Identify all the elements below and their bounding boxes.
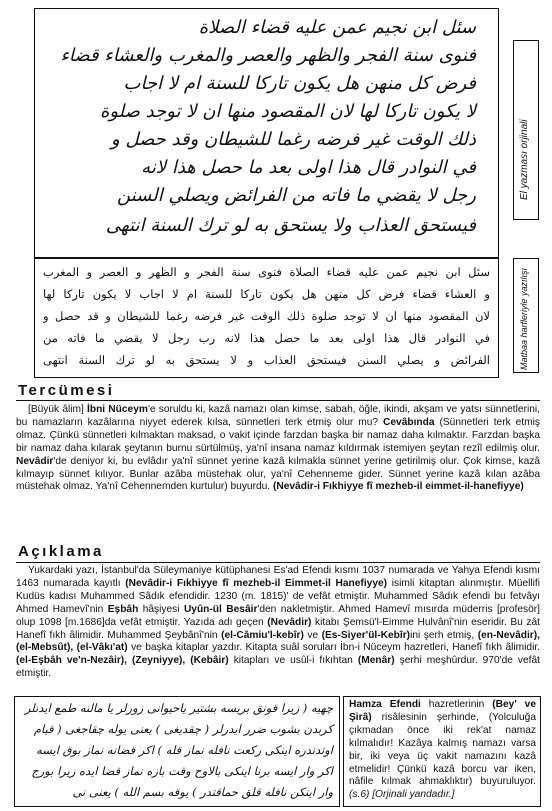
aciklama-bold: (Es-Siyer'ül-Kebîr) [321,629,411,641]
tercume-text: 'de deniyor ki, bu evlâdır ya'nî sünnet yerine kazâ kılmakla sünnet yerine getirilmiş olur. Çok kimse, kazâ kılmayıp sünnet kılıyor. Bunlar azâba müstehak olur, ya'nî Cehenneme gider. Sünnet yerine kazâ kılan azâba müstehak olmaz. Ya'nî Cehennemden kurtulur) buyurdu. [16,455,540,493]
printed-line: الفرائض و يصلي السنن فيستحق العذاب و لا يستحق به لو ترك السنة انتهى [43,353,490,367]
tercume-bold: İbni Nüceym [87,404,148,415]
aciklama-bold: (el-Câmiu'l-kebîr) [221,629,304,641]
aciklama-text: ve başka kitaplar yazdır. Kitapta suâl soruları İbn-i Nüceym hazretleri, Hanefî fıkh âlimidir. [127,642,541,654]
aciklama-bold: (el-Eşbâh ve'n-Nezâir), (Zeyniyye), (Kebâir) [16,655,229,667]
aciklama-text: ve [303,629,322,641]
printed-line: في النوادر قال هذا اولى بعد ما حصل هذا لانه رب رجل لا يقضي ما فاته من [43,331,490,345]
bottom-manuscript-line: کربدن بشوب ضرر ایدرلر ( چقدیغی ) یعنی یوله چقاجغی ( قیام [33,722,333,736]
side-bold: Hamza Efendi [349,699,421,710]
aciklama-rule [16,562,540,563]
tercume-rule [16,400,540,401]
aciklama-text: şerhi meşhûrdur. 970'de vefât etmiştir. [16,655,540,680]
aciklama-text: kitapları ve usûl-i fıkıhtan [228,655,358,667]
aciklama-bold: (Nevâdir-i Fıkhiyye fî mezheb-il Eimmet-il Hanefiyye) [125,577,388,589]
bottom-manuscript-line: وار اینکن نافله قلق حماقتدر ) یوقه بسم الله ) یعنی نی [72,785,333,799]
manuscript-box [34,8,499,258]
manuscript-line: فنوى سنة الفجر والظهر والعصر والمغرب والعشاء قضاء [60,45,476,66]
tercume-text: [Büyük âlim] [28,404,88,415]
aciklama-heading: Açıklama [18,543,104,560]
printed-label: Matbaa harfleriyle yazılışı [519,267,529,370]
printed-line: لان المقصود منها ان لا توجد صلوة ذلك الوقت غير فرضه رغما للشيطان و قد حصل و [43,309,490,323]
tercume-bold: (Nevâdir-i Fıkhiyye fî mezheb-il eimmet-il-hanefiyye) [272,481,524,493]
aciklama-paragraph [16,565,540,681]
printed-line: سئل ابن نجيم عمن عليه قضاء الصلاة فنوى سنة الفجر و الظهر و العصر و المغرب [43,265,490,279]
aciklama-bold: (Nevâdir) [267,616,312,628]
aciklama-text: Yukardaki yazı, İstanbul'da Süleymaniye kütüphanesi Es'ad Efendi kısmı 1037 numarada ve Yahya Efendi kısmı 1463 numarada kayıtlı [16,565,540,589]
manuscript-label: El yazması orjinali [519,119,530,200]
bottom-manuscript-line: اکر وار ایسه برنا اینکی بالاوح وقت بازه نماز قضا ایده زیرا بورج [31,764,333,778]
tercume-bold: Nevâdir [16,455,54,467]
aciklama-text: kitabı Şemsü'l-Eimme Hulvânî'nin eseridir. Bu zât Hanefî fıkh âlimidir. Muhammed Şeybânî'nin [16,616,540,641]
printed-box [34,258,499,378]
tercume-bold: Cevâbında [383,416,435,428]
aciklama-bold: (en-Nevâdir), (el-Mebsût), (el-Vâkı'at) [16,629,540,654]
side-bold: (Bey' ve Şirâ) [349,699,536,723]
tercume-heading: Tercümesi [18,382,115,399]
aciklama-bold: Eşbâh [107,603,139,615]
manuscript-line: لا يكون تاركا لها لان المقصود منها ان لا توجد صلوة [99,101,476,122]
manuscript-line: فرض كل منهن هل يكون تاركا للسنة ام لا اجاب [123,73,476,94]
tercume-paragraph [16,404,540,494]
side-text: risâlesinin şerhinde, (Yolculuğa çıkmadan önce iki rek'at namaz kılmalıdır! Kazâya kalmış namazı varsa bir, iki veya üç vakit namazını kazâ etmelidir! Çünkü kazâ borcu var iken, nâfile kılmak ahmaklıktır) buyuruluyor. [349,711,536,788]
aciklama-text: hâşiyesi [138,603,184,615]
aciklama-text: isimli kitaptan alınmıştır. Müellifi Kudüs kadısı Muhammed Sâdık efendidir. 1230 (m. 1815)' de vefât etmiştir. Muhammed Sâdık efendi bu fetvâyı Ahmed Hamevî'nin [16,577,540,615]
printed-line: و العشاء قضاء فرض كل منهن هل يكون تاركا للسنة ام لا اجاب لا يكون تاركا لها [43,287,490,301]
manuscript-line: ذلك الوقت غير فرضه رغما للشيطان وقد حصل و [111,129,476,150]
manuscript-line: سئل ابن نجيم عمن عليه قضاء الصلاة [198,17,476,38]
aciklama-text: 'den nakletmiştir. Ahmed Hamevî mısırda müderris [profesör] olup 1098 [m.1686]da vefât etmiştir. Yazıda adı geçen [16,603,540,628]
side-note-box [343,696,541,807]
aciklama-text: ini şerh etmiş, [410,629,478,641]
tercume-text: 'e soruldu ki, kazâ namazı olan kimse, sabah, öğle, ikindi, akşam ve yatsı sünnetlerini, bu namazların kazâlarına niyyet ederek kılsa, sünnetleri terk etmiş olur mu? [16,404,540,428]
bottom-manuscript-line: چهیه ( زیرا قونق بریسه بشتیر یاحیوانی زورلر یا مالنه طمع ایدنلر [24,701,333,715]
manuscript-line: فيستحق العذاب ولا يستحق به لو ترك السنة انتهى [105,215,476,236]
manuscript-line: في النوادر قال هذا اولى بعد ما حصل هذا لانه [141,157,476,178]
side-note-text [349,699,536,802]
manuscript-line: رجل لا يقضي ما فاته من الفرائض ويصلي السنن [117,185,476,206]
tercume-text: (Sünnetleri terk etmiş olmaz. Çünkü sünnetleri kılmaktan maksad, o vakit içinde farzdan başka bir namaz daha kılmaktır. Farzdan başka bir namaz daha kılarak şeytanın burnu sürtülmüş, ya'nî insana namaz kıldırmak istemiyen şeytan rezîl edilmiş olur. [16,416,540,454]
aciklama-bold: Uyûn-ül Besâir [183,603,258,615]
bottom-manuscript-line: اوتدندره اینکی رکعت نافله نماز قله ) اکر قضانه نماز بوق ایسه [36,743,333,757]
bottom-manuscript-box [14,696,340,807]
side-text: hazretlerinin [420,699,493,710]
side-italic: (s.6) [Orjinali yandadır.] [349,789,455,801]
aciklama-bold: (Menâr) [357,655,395,667]
